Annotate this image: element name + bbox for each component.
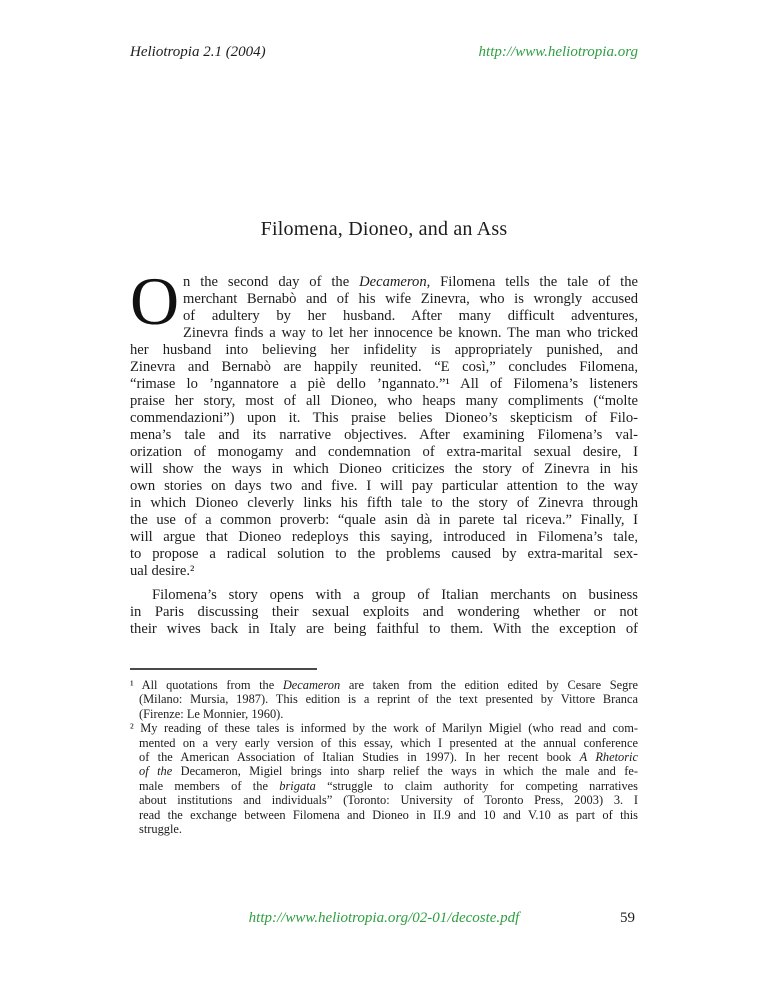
text-line: ¹ All quotations from the Decameron are taken from the edition edited by Cesare Segre [130, 678, 638, 692]
text-line: their wives back in Italy are being faithful to them. With the exception of [130, 621, 638, 637]
footnote-2 [130, 721, 638, 836]
text-line: Zinevra and Bernabò are happily reunited. “E così,” concludes Filomena, [130, 359, 638, 375]
text-line: mena’s tale and its narrative objectives. After examining Filomena’s val- [130, 427, 638, 443]
text-line: ual desire.² [130, 563, 195, 579]
text-line: “rimase lo ’ngannatore a piè dello ’ngannato.”¹ All of Filomena’s listeners [130, 376, 638, 392]
text-line: praise her story, most of all Dioneo, who heaps many compliments (“molte [130, 393, 638, 409]
page-header [130, 44, 638, 61]
footnotes-section [130, 678, 638, 836]
footer-pdf-url-link[interactable]: http://www.heliotropia.org/02-01/decoste.pdf [248, 910, 520, 926]
text-line: of adultery by her husband. After many difficult adventures, [183, 308, 638, 324]
text-line: orization of monogamy and condemnation of extra-marital sexual desire, I [130, 444, 638, 460]
text-line: (Firenze: Le Monnier, 1960). [139, 706, 284, 721]
article-title: Filomena, Dioneo, and an Ass [260, 218, 508, 240]
article-body [130, 263, 638, 638]
text-line: read the exchange between Filomena and Dioneo in II.9 and 10 and V.10 as part of this [139, 807, 638, 822]
text-line: male members of the brigata “struggle to claim authority for competing narratives [139, 778, 638, 793]
text-line: mented on a very early version of this essay, which I presented at the annual conference [139, 735, 638, 750]
paragraph-1 [130, 263, 638, 580]
text-line: the use of a common proverb: “quale asin dà in parete tal riceva.” Finally, I [130, 512, 638, 528]
text-line: commendazioni”) upon it. This praise belies Dioneo’s skepticism of Filo- [130, 410, 638, 426]
footnote-separator [130, 668, 317, 670]
drop-cap: O [130, 263, 180, 339]
journal-citation: Heliotropia 2.1 (2004) [130, 44, 266, 60]
text-line: merchant Bernabò and of his wife Zinevra, who is wrongly accused [183, 291, 638, 307]
paragraph-2 [130, 587, 638, 638]
text-line: ² My reading of these tales is informed by the work of Marilyn Migiel (who read and com- [130, 721, 638, 736]
text-line: in which Dioneo cleverly links his fifth tale to the story of Zinevra through [130, 495, 638, 511]
text-line: will show the ways in which Dioneo criticizes the story of Zinevra in his [130, 461, 638, 477]
text-line: (Milano: Mursia, 1987). This edition is a reprint of the text presented by Vittore Branca [139, 692, 638, 707]
page-number: 59 [620, 910, 635, 926]
text-line: struggle. [139, 822, 183, 837]
text-line: of the Decameron, Migiel brings into sharp relief the ways in which the male and fe- [139, 764, 638, 779]
text-line: her husband into believing her infidelity is appropriately punished, and [130, 342, 638, 358]
text-line: in Paris discussing their sexual exploits and wondering whether or not [130, 604, 638, 620]
text-line: n the second day of the Decameron, Filomena tells the tale of the [183, 274, 638, 290]
text-line: own stories on days two and five. I will pay particular attention to the way [130, 478, 638, 494]
text-line: about institutions and individuals” (Toronto: University of Toronto Press, 2003) 3. I [139, 793, 638, 808]
journal-url-link[interactable]: http://www.heliotropia.org [478, 44, 638, 60]
text-line: to propose a radical solution to the problems caused by extra-marital sex- [130, 546, 638, 562]
text-line: will argue that Dioneo redeploys this saying, introduced in Filomena’s tale, [130, 529, 638, 545]
text-line: Zinevra finds a way to let her innocence be known. The man who tricked [183, 325, 638, 341]
text-line: of the American Association of Italian Studies in 1997). In her recent book A Rhetoric [139, 750, 638, 765]
footnote-1 [130, 678, 638, 721]
text-line: Filomena’s story opens with a group of Italian merchants on business [152, 587, 638, 603]
